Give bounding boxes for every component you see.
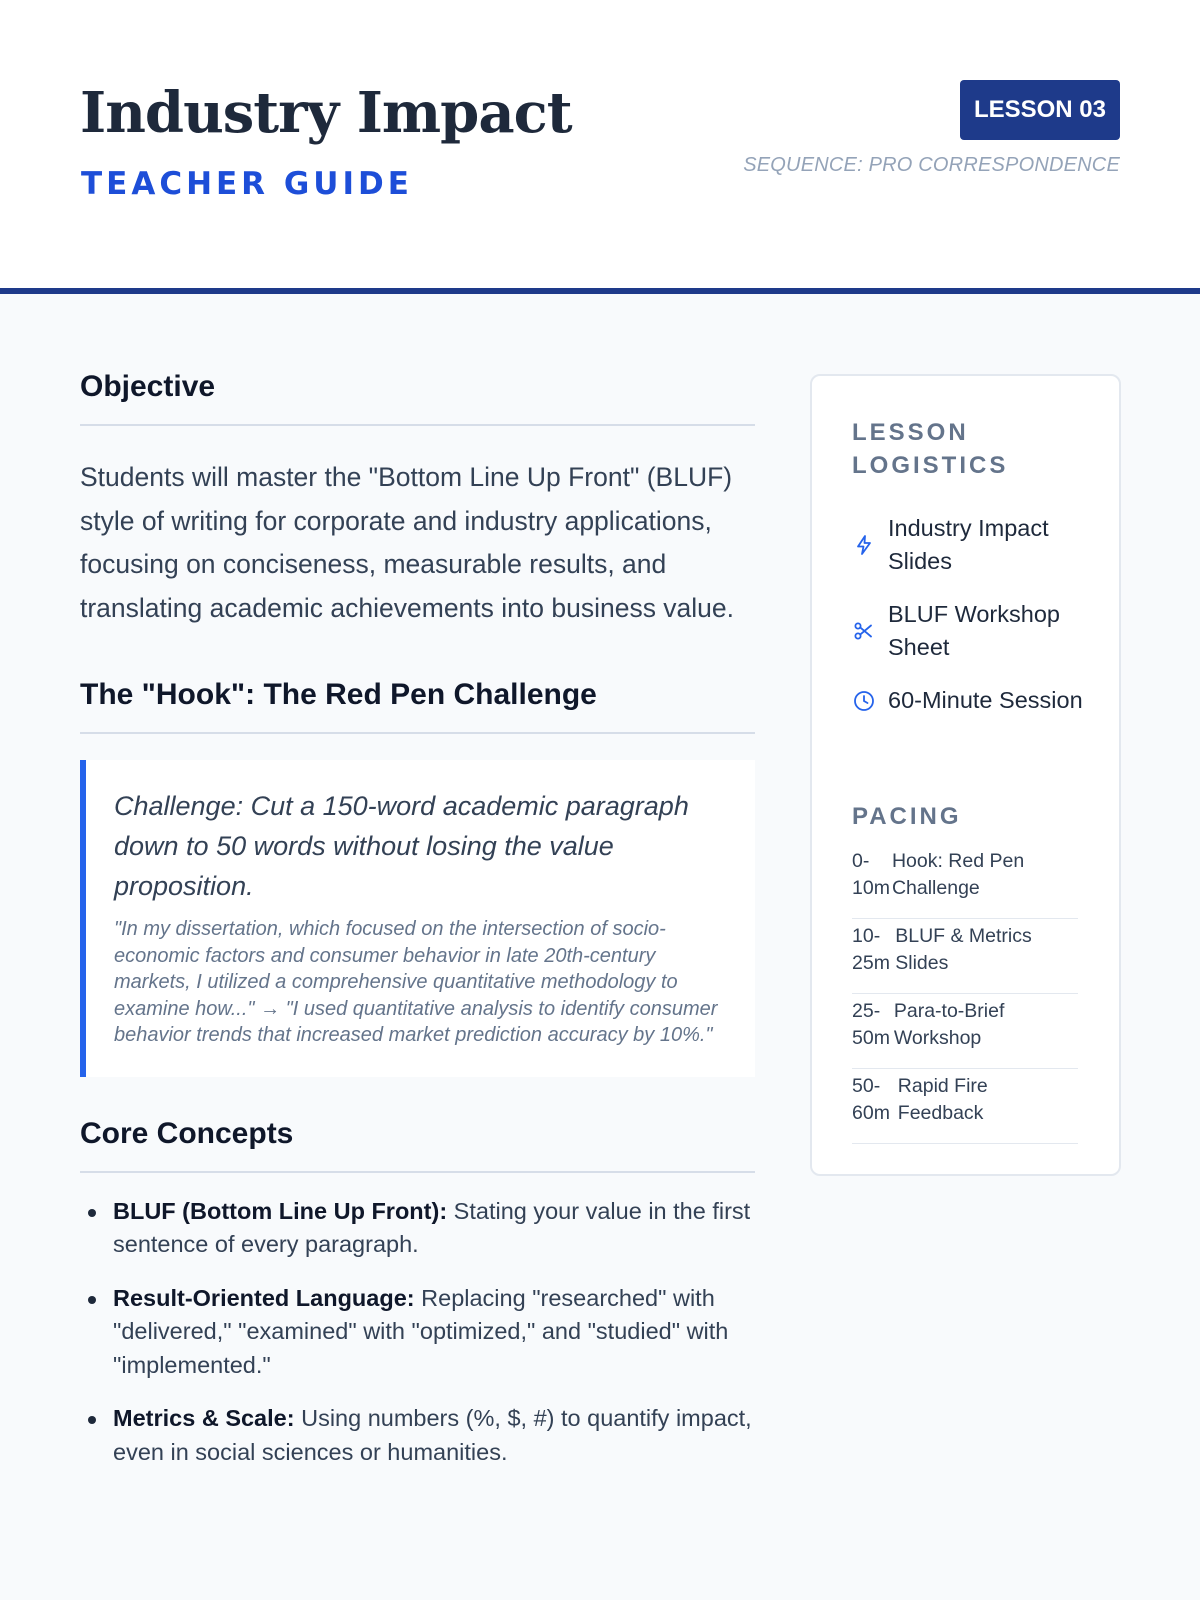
objective-text: Students will master the "Bottom Line Up Front" (BLUF) style of writing for corporate and industry applications, focusing on conciseness, measurable results, and translating academic achievements into business value. — [80, 462, 735, 623]
pacing-activity: Hook: Red Pen Challenge — [891, 850, 1025, 899]
table-row — [852, 919, 1078, 994]
scissors-icon — [852, 619, 876, 643]
core-concepts-section — [80, 1117, 755, 1470]
lesson-badge: LESSON 03 — [960, 80, 1120, 140]
list-item — [80, 1195, 755, 1262]
logistics-label: 60-Minute Session — [888, 687, 1083, 713]
core-concepts-list — [80, 1195, 755, 1470]
pacing-time: 0-10m — [852, 850, 890, 899]
concept-term: Metrics & Scale: — [113, 1405, 295, 1432]
pacing-heading: PACING — [852, 803, 962, 830]
challenge-text: Challenge: Cut a 150-word academic paragraph down to 50 words without losing the value proposition. — [114, 791, 689, 901]
list-item — [80, 1402, 755, 1469]
clock-icon — [852, 689, 876, 713]
core-concepts-heading: Core Concepts — [80, 1117, 755, 1173]
concept-term: BLUF (Bottom Line Up Front): — [113, 1197, 448, 1224]
page-title: Industry Impact — [80, 80, 572, 146]
table-row — [852, 994, 1078, 1069]
hook-heading: The "Hook": The Red Pen Challenge — [80, 678, 755, 734]
logistics-item-worksheet — [852, 598, 1088, 664]
page-header — [0, 0, 1200, 294]
table-row — [852, 844, 1078, 919]
concept-text: Replacing "researched" with "delivered," "examined" with "optimized," and "studied" with "implemented." — [113, 1284, 729, 1378]
logistics-heading: LESSON LOGISTICS — [852, 419, 1009, 479]
pacing-time: 50-60m — [852, 1075, 890, 1124]
challenge-example: "In my dissertation, which focused on the intersection of socio-economic factors and consumer behavior in late 20th-century markets, I utilized a comprehensive quantitative methodology to examine how..." → "I used quantitative analysis to identify consumer behavior trends that increased market prediction accuracy by 10%." — [114, 918, 718, 1047]
table-row — [852, 1069, 1078, 1144]
lightning-icon — [852, 533, 876, 557]
objective-heading: Objective — [80, 370, 755, 426]
objective-section — [80, 370, 755, 630]
logistics-item-slides — [852, 512, 1088, 578]
sequence-label: SEQUENCE: PRO CORRESPONDENCE — [743, 154, 1120, 176]
challenge-callout — [80, 760, 755, 1077]
logistics-label: BLUF Workshop Sheet — [888, 601, 1060, 660]
logistics-item-duration — [852, 684, 1088, 717]
pacing-activity: Para-to-Brief Workshop — [893, 1000, 1005, 1049]
concept-term: Result-Oriented Language: — [113, 1284, 415, 1311]
list-item — [80, 1282, 755, 1383]
pacing-time: 25-50m — [852, 1000, 890, 1049]
pacing-list — [852, 844, 1078, 1144]
pacing-activity: BLUF & Metrics Slides — [895, 925, 1032, 974]
pacing-time: 10-25m — [852, 925, 890, 974]
logistics-label: Industry Impact Slides — [888, 515, 1049, 574]
pacing-activity: Rapid Fire Feedback — [897, 1075, 988, 1124]
page-subtitle: TEACHER GUIDE — [81, 166, 413, 202]
concept-text: Stating your value in the first sentence of every paragraph. — [113, 1197, 751, 1258]
lesson-sidebar — [810, 374, 1121, 1176]
concept-text: Using numbers (%, $, #) to quantify impact, even in social sciences or humanities. — [113, 1405, 752, 1465]
hook-section — [80, 678, 755, 1077]
main-content — [80, 370, 755, 1489]
